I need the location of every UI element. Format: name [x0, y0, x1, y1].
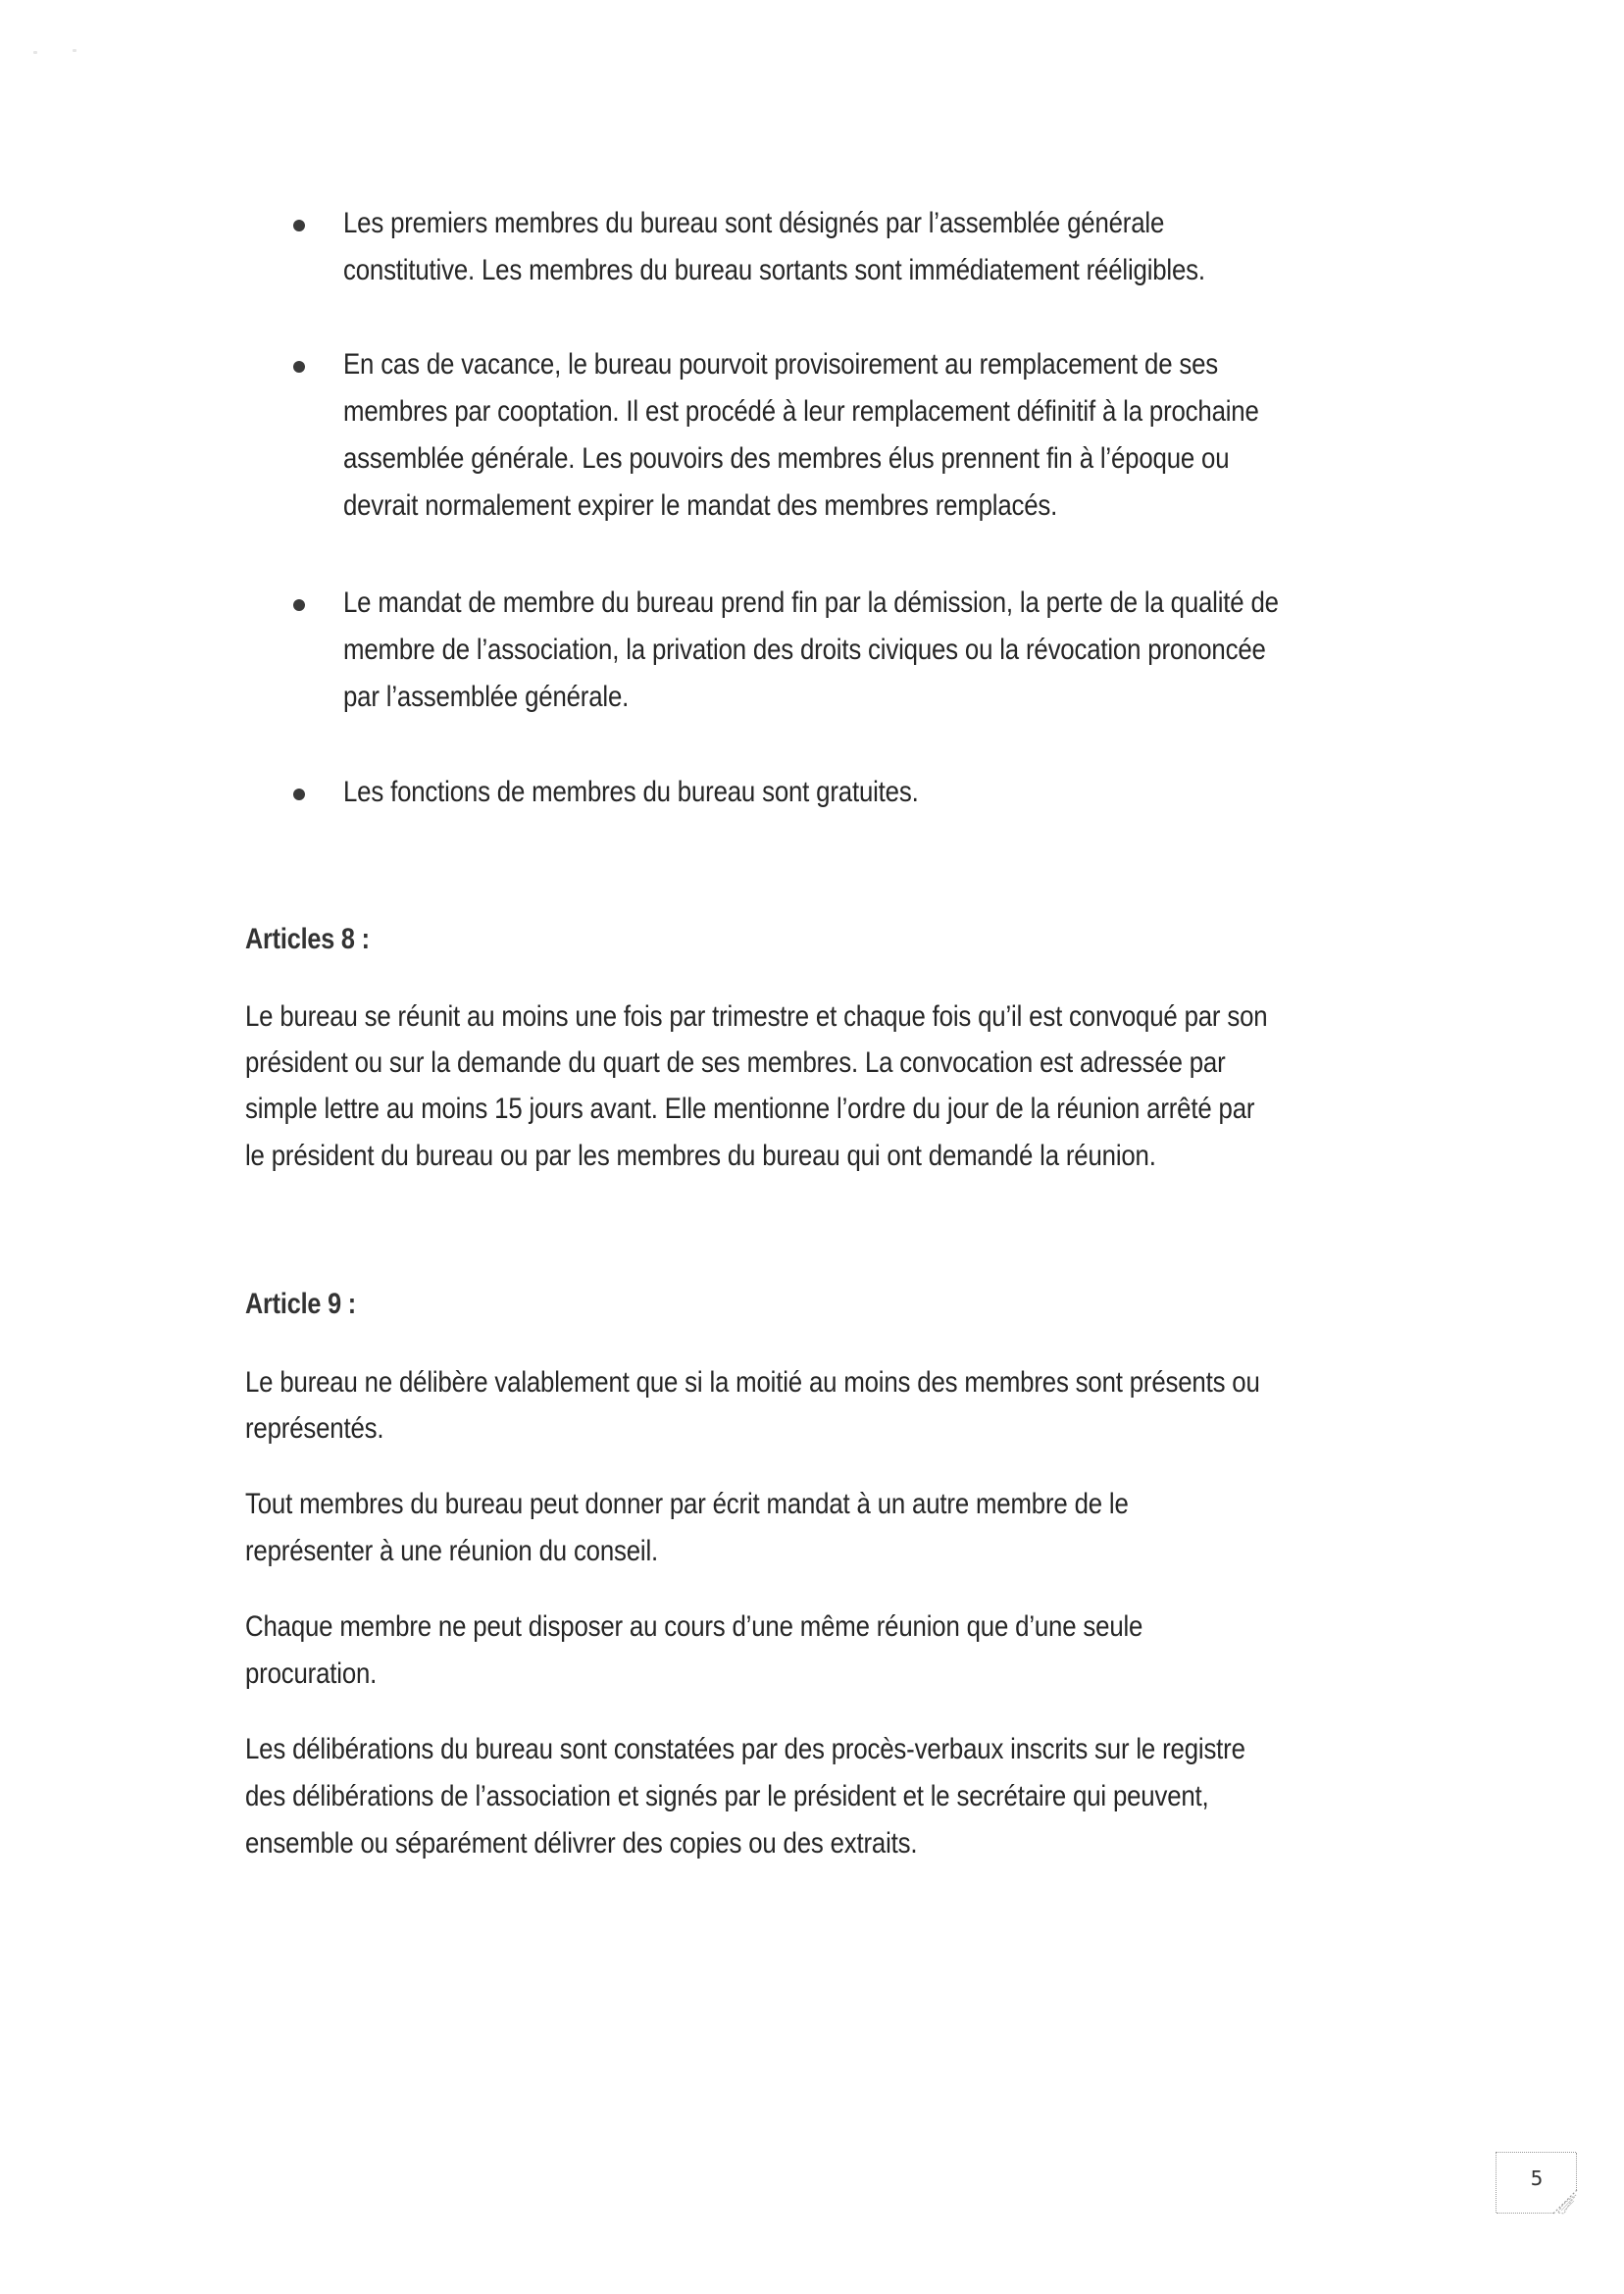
bullet-2-line-3: assemblée générale. Les pouvoirs des membres élus prennent fin à l’époque ou	[343, 442, 1230, 475]
article-9-p1-line-2: représentés.	[245, 1412, 384, 1445]
bullet-icon	[293, 789, 305, 800]
article-8-heading: Articles 8 :	[245, 923, 370, 955]
article-8-line-4: le président du bureau ou par les membres du bureau qui ont demandé la réunion.	[245, 1140, 1156, 1172]
article-8-line-1: Le bureau se réunit au moins une fois par trimestre et chaque fois qu’il est convoqué par son	[245, 1000, 1268, 1033]
page-curl-icon	[1552, 2189, 1578, 2215]
page-box-edge	[1497, 2213, 1553, 2214]
bullet-4-line-1: Les fonctions de membres du bureau sont gratuites.	[343, 776, 919, 808]
article-9-heading: Article 9 :	[245, 1288, 356, 1320]
bullet-icon	[293, 220, 305, 231]
article-9-p3-line-2: procuration.	[245, 1657, 378, 1690]
article-9-p2-line-2: représenter à une réunion du conseil.	[245, 1535, 659, 1567]
bullet-2-line-1: En cas de vacance, le bureau pourvoit provisoirement au remplacement de ses	[343, 348, 1219, 381]
article-9-p2-line-1: Tout membres du bureau peut donner par écrit mandat à un autre membre de le	[245, 1488, 1129, 1520]
article-9-p4-line-1: Les délibérations du bureau sont constatées par des procès-verbaux inscrits sur le registre	[245, 1733, 1245, 1765]
bullet-2-line-4: devrait normalement expirer le mandat des membres remplacés.	[343, 489, 1058, 522]
article-9-p4-line-2: des délibérations de l’association et signés par le président et le secrétaire qui peuvent,	[245, 1780, 1209, 1812]
bullet-icon	[293, 599, 305, 611]
article-9-p4-line-3: ensemble ou séparément délivrer des copies ou des extraits.	[245, 1827, 918, 1860]
bullet-icon	[293, 361, 305, 373]
article-9-p1-line-1: Le bureau ne délibère valablement que si la moitié au moins des membres sont présents ou	[245, 1366, 1260, 1399]
page-number-box	[1496, 2152, 1576, 2213]
bullet-2-line-2: membres par cooptation. Il est procédé à leur remplacement définitif à la prochaine	[343, 395, 1259, 428]
bullet-1-line-2: constitutive. Les membres du bureau sortants sont immédiatement rééligibles.	[343, 254, 1205, 286]
bullet-1-line-1: Les premiers membres du bureau sont désignés par l’assemblée générale	[343, 207, 1165, 239]
scan-artifact	[73, 49, 76, 52]
scan-artifact	[33, 51, 37, 54]
bullet-3-line-1: Le mandat de membre du bureau prend fin par la démission, la perte de la qualité de	[343, 586, 1279, 619]
page-number: 5	[1530, 2167, 1544, 2190]
bullet-3-line-2: membre de l’association, la privation des droits civiques ou la révocation prononcée	[343, 634, 1266, 666]
article-9-p3-line-1: Chaque membre ne peut disposer au cours d’une même réunion que d’une seule	[245, 1610, 1143, 1643]
article-8-line-2: président ou sur la demande du quart de ses membres. La convocation est adressée par	[245, 1046, 1226, 1079]
article-8-line-3: simple lettre au moins 15 jours avant. Elle mentionne l’ordre du jour de la réunion arrêté par	[245, 1093, 1255, 1125]
bullet-3-line-3: par l’assemblée générale.	[343, 681, 630, 713]
